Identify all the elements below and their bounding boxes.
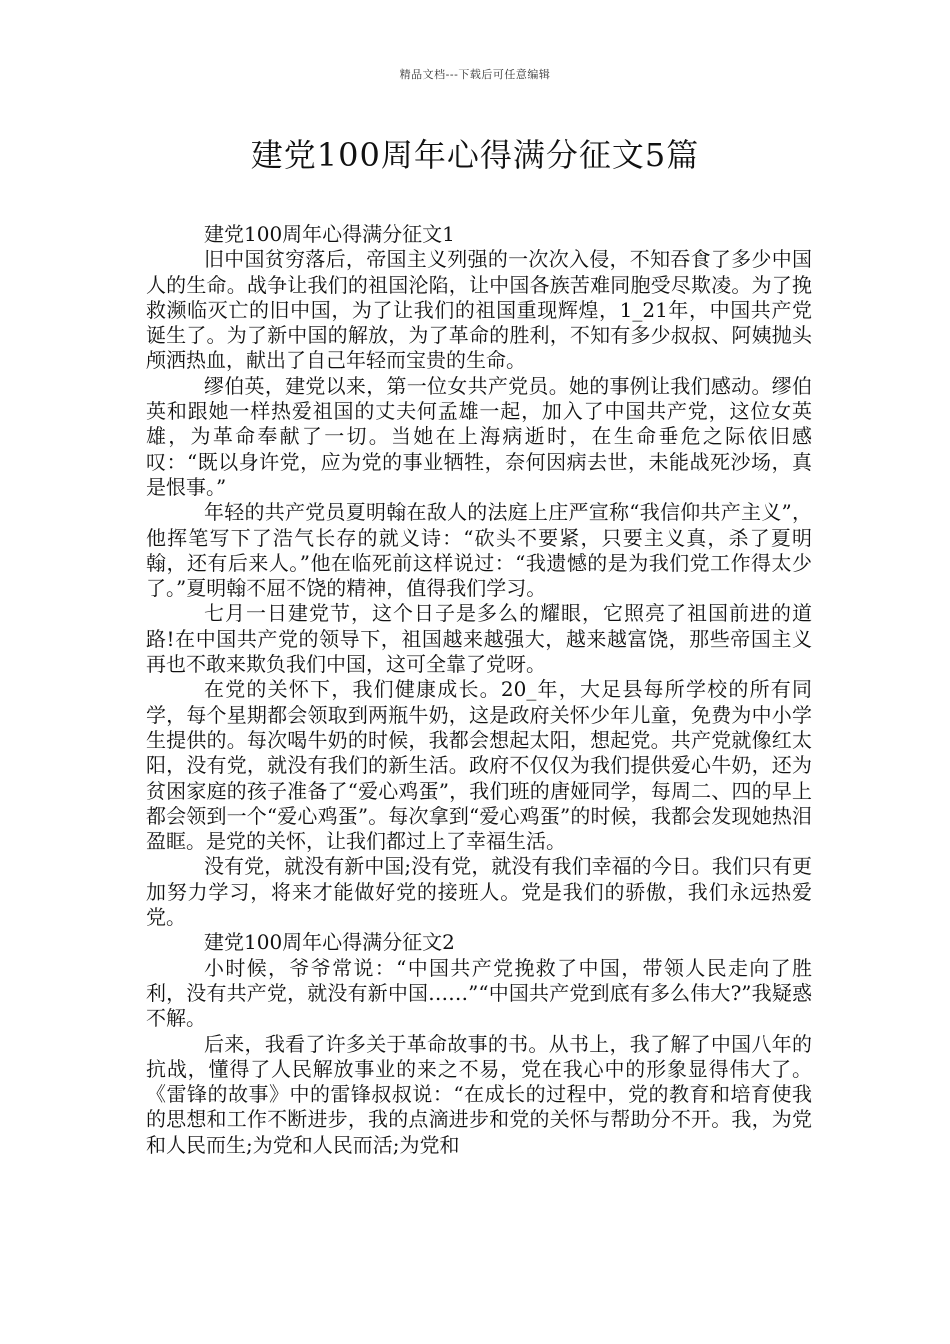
body-paragraph: 小时候，爷爷常说：“中国共产党挽救了中国，带领人民走向了胜利，没有共产党，就没有新中国……”“中国共产党到底有多么伟大?”我疑惑不解。: [146, 955, 812, 1031]
body-paragraph: 没有党，就没有新中国;没有党，就没有我们幸福的今日。我们只有更加努力学习，将来才能做好党的接班人。党是我们的骄傲，我们永远热爱党。: [146, 854, 812, 930]
body-paragraph: 后来，我看了许多关于革命故事的书。从书上，我了解了中国八年的抗战，懂得了人民解放事业的来之不易，党在我心中的形象显得伟大了。《雷锋的故事》中的雷锋叔叔说：“在成长的过程中，党的教育和培育使我的思想和工作不断进步，我的点滴进步和党的关怀与帮助分不开。我，为党和人民而生;为党和人民而活;为党和: [146, 1031, 812, 1157]
body-paragraph: 七月一日建党节，这个日子是多么的耀眼，它照亮了祖国前进的道路!在中国共产党的领导下，祖国越来越强大，越来越富饶，那些帝国主义再也不敢来欺负我们中国，这可全靠了党呀。: [146, 601, 812, 677]
section-heading: 建党100周年心得满分征文2: [204, 930, 455, 955]
body-paragraph: 旧中国贫穷落后，帝国主义列强的一次次入侵，不知吞食了多少中国人的生命。战争让我们的祖国沦陷，让中国各族苦难同胞受尽欺凌。为了挽救濒临灭亡的旧中国，为了让我们的祖国重现辉煌，1_21年，中国共产党诞生了。为了新中国的解放，为了革命的胜利，不知有多少叔叔、阿姨抛头颅洒热血，献出了自己年轻而宝贵的生命。: [146, 247, 812, 373]
body-paragraph: 缪伯英，建党以来，第一位女共产党员。她的事例让我们感动。缪伯英和跟她一样热爱祖国的丈夫何孟雄一起，加入了中国共产党，这位女英雄，为革命奉献了一切。当她在上海病逝时，在生命垂危之际依旧感叹：“既以身许党，应为党的事业牺牲，奈何因病去世，未能战死沙场，真是恨事。”: [146, 373, 812, 499]
page-header-note: 精品文档---下载后可任意编辑: [399, 68, 551, 81]
document-title: 建党100周年心得满分征文5篇: [250, 136, 700, 174]
body-paragraph: 在党的关怀下，我们健康成长。20_年，大足县每所学校的所有同学，每个星期都会领取到两瓶牛奶，这是政府关怀少年儿童，免费为中小学生提供的。每次喝牛奶的时候，我都会想起太阳，想起党。共产党就像红太阳，没有党，就没有我们的新生活。政府不仅仅为我们提供爱心牛奶，还为贫困家庭的孩子准备了“爱心鸡蛋”，我们班的唐娅同学，每周二、四的早上都会领到一个“爱心鸡蛋”。每次拿到“爱心鸡蛋”的时候，我都会发现她热泪盈眶。是党的关怀，让我们都过上了幸福生活。: [146, 677, 812, 854]
section-heading: 建党100周年心得满分征文1: [204, 222, 455, 246]
document-body: [146, 222, 812, 1158]
body-paragraph: 年轻的共产党员夏明翰在敌人的法庭上庄严宣称“我信仰共产主义”，他挥笔写下了浩气长存的就义诗：“砍头不要紧，只要主义真，杀了夏明翰，还有后来人。”他在临死前这样说过：“我遗憾的是为我们党工作得太少了。”夏明翰不屈不饶的精神，值得我们学习。: [146, 500, 812, 601]
